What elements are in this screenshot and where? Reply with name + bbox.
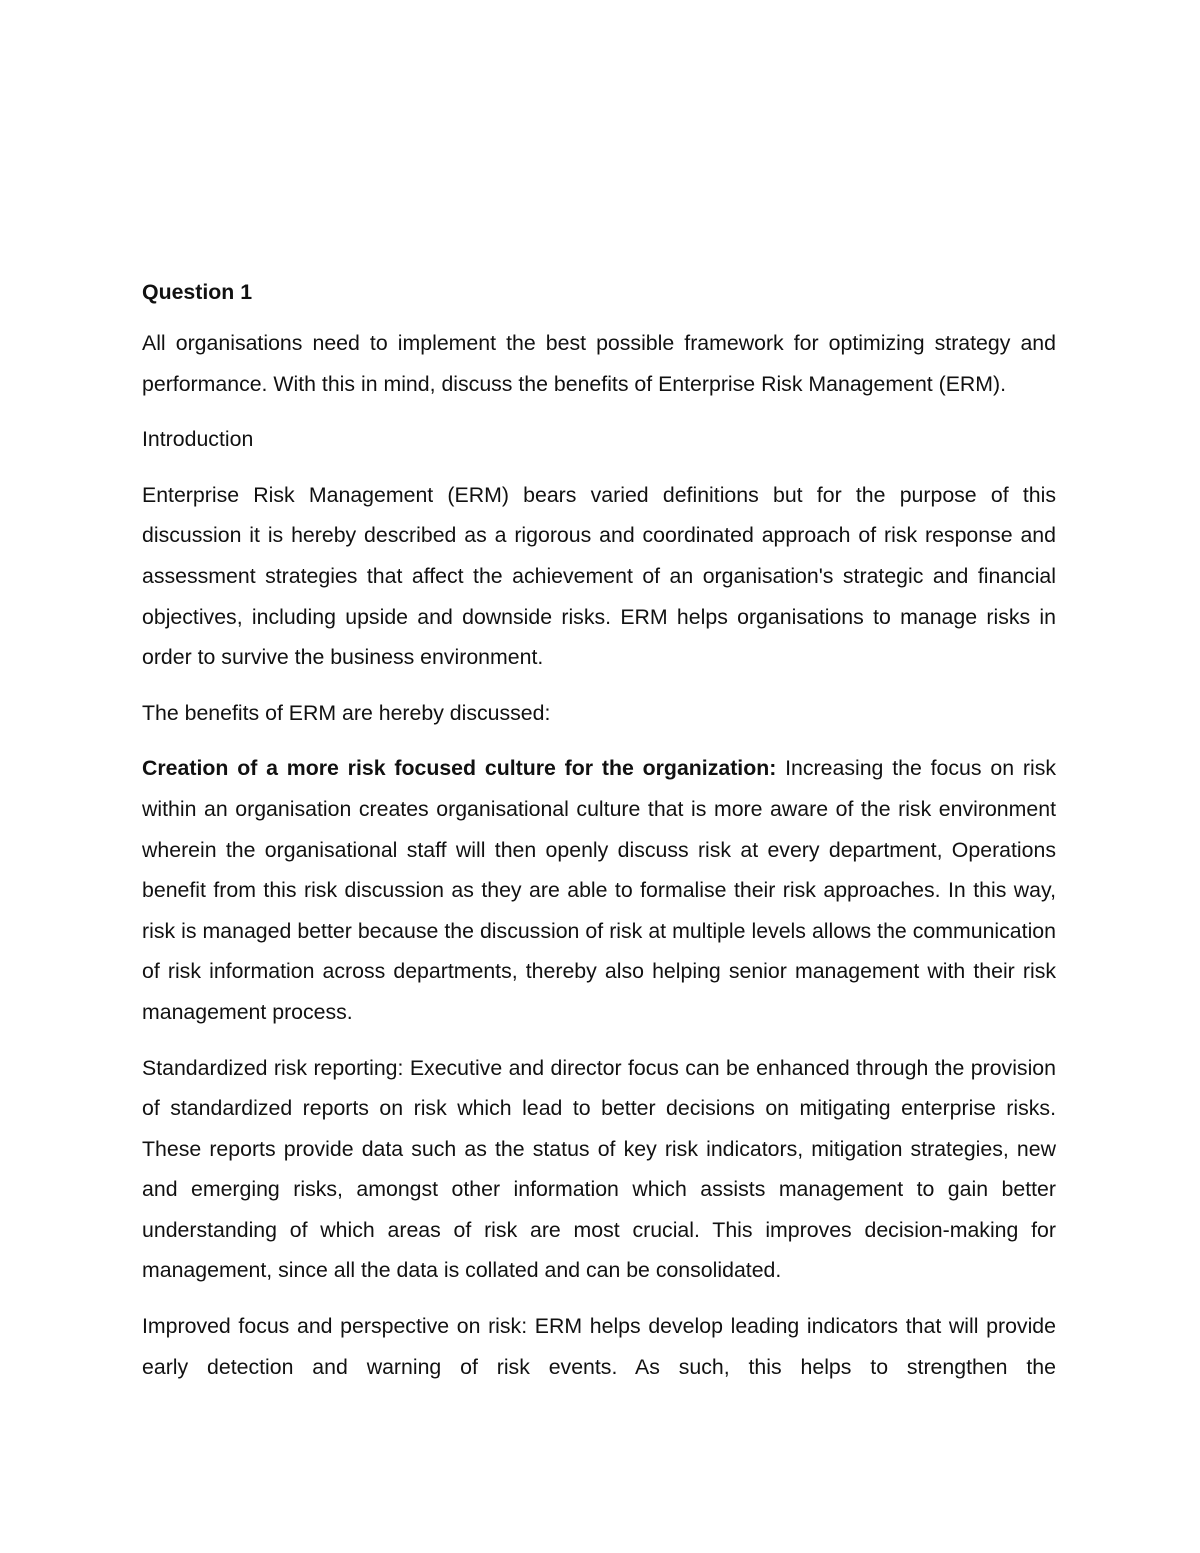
benefit-risk-culture-text: Increasing the focus on risk within an organisation creates organisational culture that is more aware of the risk environment wherein the organisational staff will then openly discuss risk at every department, Operations benefit from this risk discussion as they are able to formalise their risk approaches. In this way, risk is managed better because the discussion of risk at multiple levels allows the communication of risk information across departments, thereby also helping senior management with their risk management process.	[142, 756, 1056, 1024]
document-page	[142, 276, 1056, 1402]
benefit-standardized-reporting-paragraph: Standardized risk reporting: Executive and director focus can be enhanced through the provision of standardized reports on risk which lead to better decisions on mitigating enterprise risks. These reports provide data such as the status of key risk indicators, mitigation strategies, new and emerging risks, amongst other information which assists management to gain better understanding of which areas of risk are most crucial. This improves decision-making for management, since all the data is collated and can be consolidated.	[142, 1055, 1056, 1283]
introduction-paragraph: Enterprise Risk Management (ERM) bears varied definitions but for the purpose of this discussion it is hereby described as a rigorous and coordinated approach of risk response and assessment strategies that affect the achievement of an organisation's strategic and financial objectives, including upside and downside risks. ERM helps organisations to manage risks in order to survive the business environment.	[142, 482, 1056, 670]
question-heading: Question 1	[142, 280, 253, 304]
benefits-intro: The benefits of ERM are hereby discussed:	[142, 700, 551, 725]
benefit-improved-focus-paragraph: Improved focus and perspective on risk: ERM helps develop leading indicators that will provide early detection and warning of risk events. As such, this helps to strengthen the	[142, 1314, 1056, 1379]
benefit-risk-culture-paragraph	[142, 748, 1056, 1032]
question-text: All organisations need to implement the best possible framework for optimizing strategy and performance. With this in mind, discuss the benefits of Enterprise Risk Management (ERM).	[142, 331, 1056, 396]
introduction-label: Introduction	[142, 427, 254, 452]
benefit-risk-culture-title: Creation of a more risk focused culture for the organization:	[142, 756, 777, 781]
